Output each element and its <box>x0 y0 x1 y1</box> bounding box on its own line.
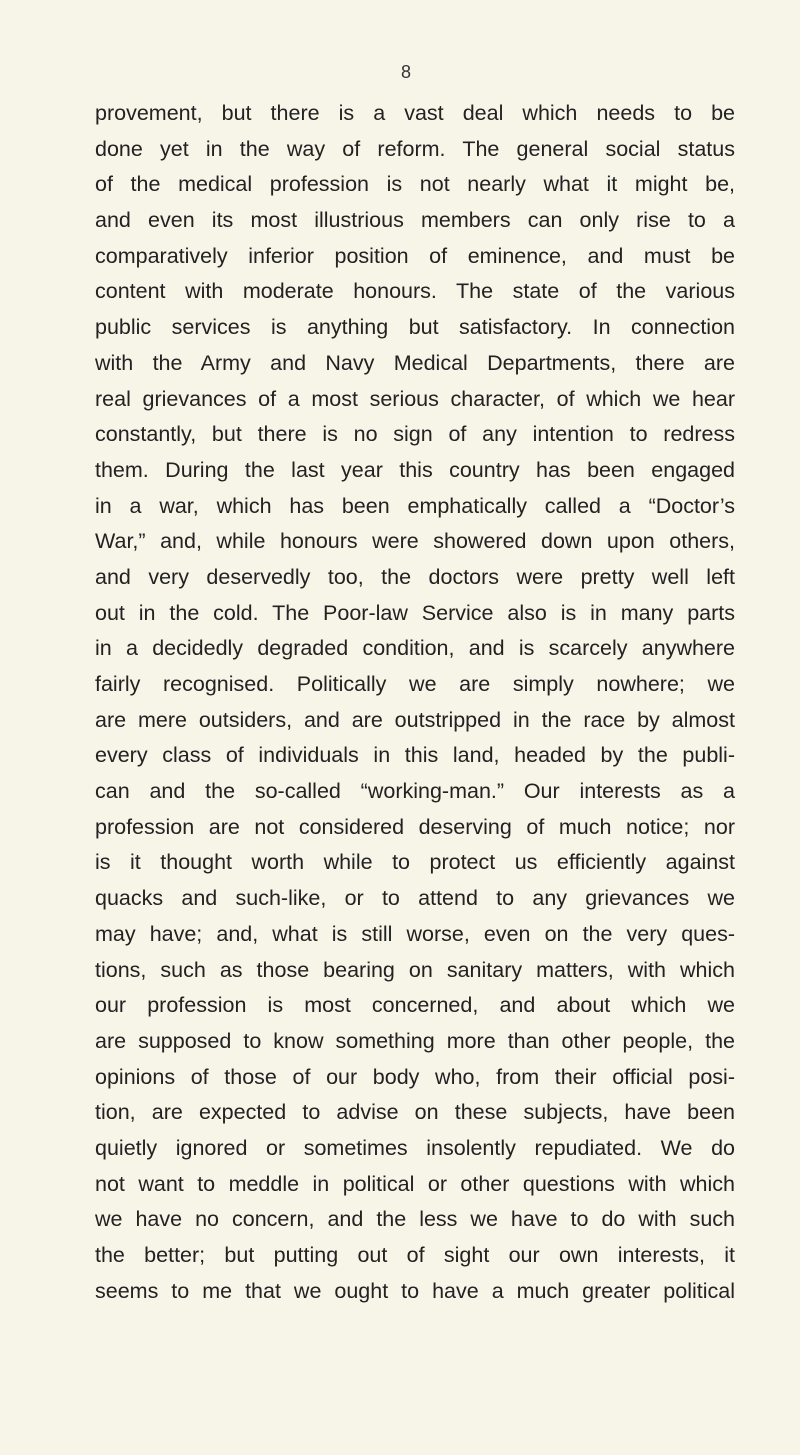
text-line: every class of individuals in this land, headed by the publi- <box>95 743 735 768</box>
page-number: 8 <box>400 62 411 82</box>
text-line: our profession is most concerned, and about which we <box>95 993 735 1018</box>
text-line: constantly, but there is no sign of any intention to redress <box>95 422 735 447</box>
body-text <box>95 96 735 1309</box>
text-line: quietly ignored or sometimes insolently repudiated. We do <box>95 1135 735 1160</box>
text-line: we have no concern, and the less we have to do with such <box>95 1207 735 1232</box>
text-line: content with moderate honours. The state of the various <box>95 279 735 304</box>
text-line: and even its most illustrious members can only rise to a <box>95 208 735 233</box>
text-line: opinions of those of our body who, from their official posi- <box>95 1064 735 1089</box>
text-line: are supposed to know something more than other people, the <box>95 1028 735 1053</box>
text-line: and very deservedly too, the doctors were pretty well left <box>95 564 735 589</box>
text-line: public services is anything but satisfactory. In connection <box>95 315 735 340</box>
text-line: in a war, which has been emphatically called a “Doctor’s <box>95 493 735 518</box>
text-line: not want to meddle in political or other questions with which <box>95 1171 735 1196</box>
text-line: done yet in the way of reform. The general social status <box>95 136 735 161</box>
text-line: profession are not considered deserving of much notice; nor <box>95 814 735 839</box>
text-line: quacks and such-like, or to attend to any grievances we <box>95 886 735 911</box>
text-line: War,” and, while honours were showered down upon others, <box>95 529 735 554</box>
text-line: real grievances of a most serious character, of which we hear <box>95 386 735 411</box>
text-line: are mere outsiders, and are outstripped in the race by almost <box>95 707 735 732</box>
text-line: them. During the last year this country has been engaged <box>95 457 735 482</box>
text-line: provement, but there is a vast deal which needs to be <box>95 101 735 125</box>
text-line: fairly recognised. Politically we are simply nowhere; we <box>95 672 735 696</box>
text-line: of the medical profession is not nearly what it might be, <box>95 172 735 197</box>
text-line: the better; but putting out of sight our own interests, it <box>95 1243 735 1267</box>
text-line: in a decidedly degraded condition, and is scarcely anywhere <box>95 636 735 661</box>
text-line: can and the so-called “working-man.” Our interests as a <box>95 779 735 804</box>
text-line: with the Army and Navy Medical Departments, there are <box>95 350 735 375</box>
text-line: tion, are expected to advise on these subjects, have been <box>95 1100 735 1125</box>
text-line: is it thought worth while to protect us efficiently against <box>95 850 735 875</box>
text-line: seems to me that we ought to have a much greater political <box>95 1278 735 1303</box>
text-line: out in the cold. The Poor-law Service also is in many parts <box>95 600 735 625</box>
text-line: comparatively inferior position of eminence, and must be <box>95 243 735 268</box>
text-line: may have; and, what is still worse, even on the very ques- <box>95 921 735 946</box>
text-line: tions, such as those bearing on sanitary matters, with which <box>95 957 735 982</box>
